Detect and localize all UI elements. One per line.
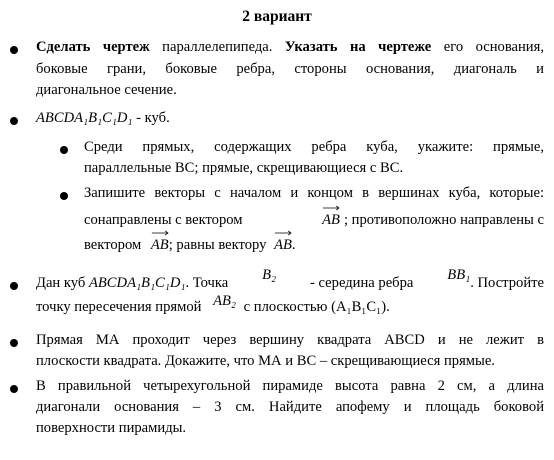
task-1-line-3: диагональное сечение. [36,82,177,98]
bullet [10,282,18,290]
vector-ab [322,212,340,229]
bullet [60,192,68,200]
cube-suffix: - куб. [132,110,170,126]
subtask-2-text-d: ; равны вектору [168,237,267,253]
bullet [10,385,18,393]
task-3-tail [447,267,544,292]
vector-ab [151,237,169,254]
subtask-2-line-3 [84,237,296,254]
task-1-bold-1: Сделать чертеж [36,39,150,55]
vector-ab-label: AB [150,237,169,253]
vector-group [322,212,544,229]
bullet [10,339,18,347]
cube-name: ABCDA₁B₁C₁D₁ [36,110,133,126]
task-3-text-c: - середина ребра [310,275,414,291]
subtask-2-text-a: сонаправлены с вектором [84,212,243,228]
vector-arrow-icon [151,230,169,236]
bullet [10,46,18,54]
subtask-2-text-b: ; противоположно направлены с [343,212,544,228]
point-b2: B₂ [262,267,277,283]
vector-arrow-icon [322,205,340,211]
vector-ab [274,237,292,254]
line-ab2: AB₂ [213,293,236,309]
task-3-text-f: с плоскостью (A₁B₁C₁). [243,299,390,315]
task-4-line-1: Прямая МА проходит через вершину квадрата АВСD и не лежит в [36,332,544,348]
bullet [60,146,68,154]
vector-ab-label: AB [274,237,292,253]
cube-name: ABCDA₁B₁C₁D₁ [88,275,186,291]
page-title: 2 вариант [242,8,312,25]
task-3-text-b: . Точка [185,275,229,291]
subtask-1-line-2: параллельные ВС; прямые, скрещивающиеся с ВС. [84,160,404,176]
subtask-2-line-1: Запишите векторы с началом и концом в вершинах куба, которые: [84,185,544,201]
vector-ab-label: AB [322,212,340,228]
subtask-1-line-1: Среди прямых, содержащих ребра куба, укажите: прямые, [84,139,544,155]
vector-arrow-icon [274,230,292,236]
subtask-2-text-c: вектором [84,237,142,253]
edge-bb1: BB₁ [447,267,471,283]
task-1-text-1: параллелепипеда. [149,39,285,55]
task-4-line-2: плоскости квадрата. Докажите, что МА и ВС – скрещивающиеся прямые. [36,353,495,369]
task-3-text-d: . Постройте [470,275,544,291]
subtask-2-line-2 [84,212,544,229]
task-3-text-a: Дан куб [36,275,86,291]
task-3-lead [36,275,228,292]
task-5-line-1: В правильной четырехугольной пирамиде высота равна 2 см, а длина [36,378,544,394]
task-3-text-e: точку пересечения прямой [36,299,202,315]
bullet [10,117,18,125]
task-1-line-2: боковые грани, боковые ребра, стороны основания, диагональ и [36,61,544,77]
task-1-text-2: его основания, [431,39,544,55]
task-5-line-2: диагонали основания – 3 см. Найдите апофему и площадь боковой [36,399,544,415]
subtask-2-text-e: . [291,237,296,253]
task-3-line-2 [36,293,390,316]
task-1-bold-2: Указать на чертеже [284,39,432,55]
task-5-line-3: поверхности пирамиды. [36,420,187,436]
task-3-line-1 [36,267,544,292]
task-1-line-1 [36,39,544,56]
task-2-cube-line [36,110,170,127]
